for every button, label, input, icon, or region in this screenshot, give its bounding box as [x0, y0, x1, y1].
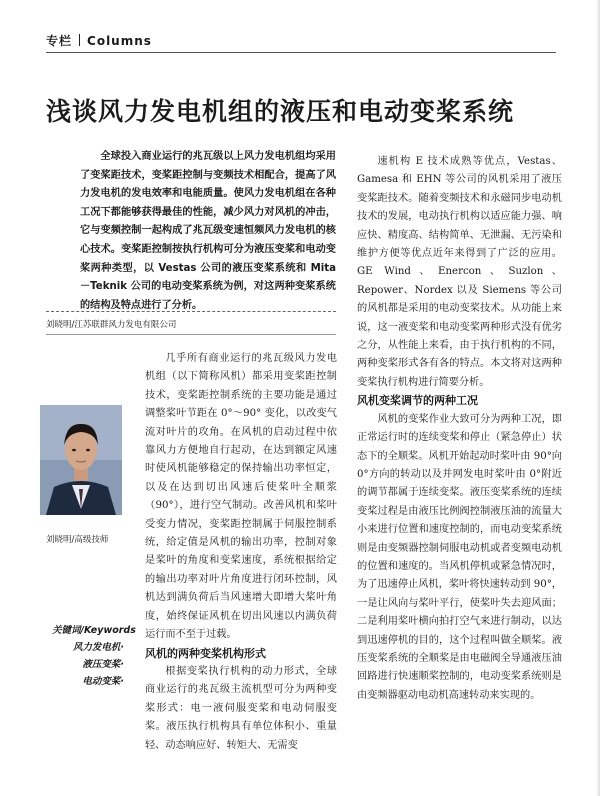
body-column-middle: [145, 350, 337, 755]
section-heading: 风机的两种变桨机构形式: [145, 646, 266, 660]
body-column-right: [357, 153, 562, 705]
header-rule: [46, 52, 556, 53]
keywords-block: [52, 622, 136, 690]
section-header: [46, 32, 152, 49]
section-label-en: Columns: [87, 34, 152, 48]
section-label-cn: 专栏: [46, 34, 73, 48]
author-rule: [46, 334, 336, 335]
photo-caption: 刘晓明/高级技师: [46, 535, 109, 545]
body-paragraph: 速机构 E 技术成熟等优点，Vestas、Gamesa 和 EHN 等公司的风机采用了液压变桨距技术。随着变频技术和永磁同步电动机技术的发展，电动执行机构以适应能力强、响应快、精度高、结构简单、无泄漏、无污染和维护方便等优点近年来得到了广泛的应用。GE Wind、Enercon、Suzlon、Repower、Nordex 以及 Siemens 等公司的风机都是采用的电动变桨技术。从功能上来说，这一液变桨和电动变桨两种形式没有优劣之分，从性能上来看，由于执行机构的不同，两种变桨形式各有各的特点。本文将对这两种变桨执行机构进行简要分析。: [357, 156, 562, 388]
author-affiliation: 刘晓明/江苏联群风力发电有限公司: [46, 320, 177, 330]
page-edge-shadow: [596, 0, 600, 796]
abstract: [80, 148, 336, 315]
body-paragraph: 风机的变桨作业大致可分为两种工况，即正常运行时的连续变桨和停止（紧急停止）状态下的全顺桨。风机开始起动时桨叶由 90°向 0°方向的转动以及并网发电时桨叶由 0°附近的调节都属于连续变桨。液压变桨系统的连续变桨过程是由液压比例阀控制液压油的流量大小来进行位置和速度控制的，而电动变桨系统则是由变频器控制伺服电动机或者变频电动机的位置和速度的。当风机停机或紧急情况时，为了迅速停止风机，桨叶将快速转动到 90°，一是让风向与桨叶平行，使桨叶失去迎风面；二是利用桨叶横向拍打空气来进行制动，以达到迅速停机的目的，这个过程叫做全顺桨。液压变桨系统的全顺桨是由电磁阀全导通液压油回路进行快速顺桨控制的，电动变桨系统则是由变频器驱动电动机高速转动来实现的。: [357, 413, 562, 701]
keyword-item: 风力发电机·: [72, 642, 124, 653]
abstract-text: 全球投入商业运行的兆瓦级以上风力发电机组均采用了变桨距技术，变桨距控制与变频技术相配合，提高了风力发电机的发电效率和电能质量。使风力发电机组在各种工况下都能够获得最佳的性能，减少风力对风机的冲击，它与变频控制一起构成了兆瓦级变速恒频风力发电机的核心技术。变桨距控制按执行机构可分为液压变桨和电动变桨两种类型，以 Vestas 公司的液压变桨系统和 Mita－Teknik 公司的电动变桨系统为例，对这两种变桨系统的结构及特点进行了分析。: [80, 151, 336, 311]
body-paragraph: 根据变桨执行机构的动力形式，全球商业运行的兆瓦级主流机型可分为两种变桨形式：电一液伺服变桨和电动伺服变桨。液压执行机构具有单位体积小、重量轻、动态响应好、转矩大、无需变: [145, 665, 337, 751]
article-title: 浅谈风力发电机组的液压和电动变桨系统: [46, 97, 515, 126]
abstract-divider: [46, 311, 336, 313]
author-portrait-image: [40, 405, 122, 515]
body-paragraph: 几乎所有商业运行的兆瓦级风力发电机组（以下简称风机）都采用变桨距控制技术，变桨距控制系统的主要功能是通过调整桨叶节距在 0°～90° 变化，以改变气流对叶片的攻角。在风机的启动过程中依靠风力方便地自行起动，在达到额定风速时使风机能够稳定的保持输出功率恒定，以及在达到切出风速后使桨叶全顺浆（90°），进行空气制动。改善风机和桨叶受变力情况，变桨距控制属于伺服控制系统，给定值是风机的输出功率，控制对象是桨叶的角度和变桨速度，系统根据给定的输出功率对叶片角度进行闭环控制，风机达到满负荷后当风速增大即增大桨叶角度，始终保证风机在切出风速以内满负荷运行而不至于过载。: [145, 353, 337, 641]
keyword-item: 电动变桨·: [82, 676, 124, 687]
keywords-label: 关键词/Keywords: [52, 625, 136, 636]
author-photo: [40, 405, 122, 515]
keyword-item: 液压变桨·: [82, 659, 124, 670]
section-heading: 风机变桨调节的两种工况: [357, 394, 478, 408]
header-separator: [79, 34, 80, 46]
